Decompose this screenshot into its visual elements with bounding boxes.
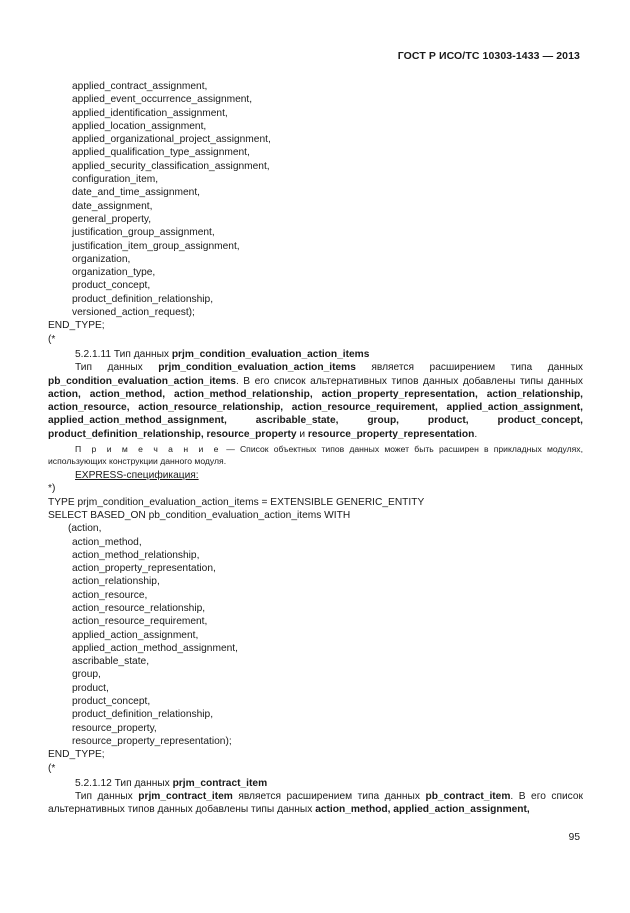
list-item: product_definition_relationship, [72, 293, 214, 305]
list-item: applied_event_occurrence_assignment, [72, 94, 253, 106]
list-item: product_concept, [72, 280, 151, 292]
list-item: date_assignment, [72, 200, 153, 212]
section-title-5-2-1-12 [48, 777, 583, 790]
comment-open: (* [48, 333, 56, 345]
code-item: action_method_relationship, [72, 549, 200, 561]
code-item: action_resource, [72, 589, 148, 601]
list-item: justification_item_group_assignment, [72, 240, 240, 252]
section-title-type-name: prjm_contract_item [172, 777, 268, 789]
list-item: applied_organizational_project_assignment, [72, 134, 271, 146]
code-item: applied_action_assignment, [72, 629, 199, 641]
page-number: 95 [568, 832, 580, 843]
section-title-5-2-1-11 [48, 348, 583, 361]
code-item: applied_action_method_assignment, [72, 642, 238, 654]
note [48, 444, 583, 467]
list-item: applied_qualification_type_assignment, [72, 147, 250, 159]
list-item: applied_contract_assignment, [72, 81, 208, 92]
list-item: general_property, [72, 213, 152, 225]
list-item: applied_location_assignment, [72, 120, 207, 132]
list-item: versioned_action_request); [72, 307, 195, 319]
code-item: ascribable_state, [72, 656, 150, 668]
code-list-open: (action, [68, 523, 102, 535]
document-header: ГОСТ Р ИСО/ТС 10303-1433 — 2013 [397, 50, 580, 62]
section-title-prefix: 5.2.1.11 Тип данных [75, 348, 172, 360]
code-item: product_concept, [72, 696, 151, 708]
code-select-declaration: SELECT BASED_ON pb_condition_evaluation_action_items WITH [48, 509, 351, 521]
list-item: applied_security_classification_assignment, [72, 160, 270, 172]
page-body [48, 80, 583, 817]
end-type: END_TYPE; [48, 749, 105, 761]
section-title-prefix: 5.2.1.12 Тип данных [75, 777, 173, 789]
code-item-list [48, 536, 583, 749]
end-type: END_TYPE; [48, 320, 105, 332]
code-item: product, [72, 682, 109, 694]
section-title-type-name: prjm_condition_evaluation_action_items [171, 348, 370, 360]
section-paragraph-5-2-1-12: Тип данных prjm_contract_item является расширением типа данных pb_contract_item. В его список альтернативных типов данных добавлены типы данных action_method, applied_action_assignment, [48, 791, 583, 816]
list-item: configuration_item, [72, 174, 159, 186]
list-item: organization, [72, 253, 131, 265]
list-item: date_and_time_assignment, [72, 187, 200, 199]
code-item: resource_property, [72, 722, 157, 734]
note-text: — Список объектных типов данных может быть расширен в прикладных модулях, использующих конструкции данного модуля. [48, 444, 583, 466]
code-item: action_resource_relationship, [72, 602, 206, 614]
comment-close: *) [48, 483, 56, 495]
note-label: П р и м е ч а н и е [75, 444, 222, 455]
section-paragraph-5-2-1-11: Тип данных prjm_condition_evaluation_action_items является расширением типа данных pb_condition_evaluation_action_items. В его список альтернативных типов данных добавлены типы данных action, action_method, action_method_relationship, action_property_representation, action_relationship, action_resource, action_resource_relationship, action_resource_requirement, applied_action_assignment, applied_action_method_assignment, ascribable_state, group, product, product_concept, product_definition_relationship, resource_property и resource_property_representation. [48, 362, 584, 440]
list-item: organization_type, [72, 267, 156, 279]
type-list-continued [48, 80, 583, 319]
code-type-declaration: TYPE prjm_condition_evaluation_action_items = EXTENSIBLE GENERIC_ENTITY [48, 496, 425, 508]
code-item: action_method, [72, 536, 142, 548]
code-item: action_resource_requirement, [72, 616, 208, 628]
code-item: product_definition_relationship, [72, 709, 214, 721]
express-specification-label: EXPRESS-спецификация: [75, 470, 199, 482]
code-item: action_relationship, [72, 576, 160, 588]
list-item: justification_group_assignment, [72, 227, 215, 239]
code-item: group, [72, 669, 101, 681]
list-item: applied_identification_assignment, [72, 107, 228, 119]
comment-open: (* [48, 762, 56, 774]
code-item: resource_property_representation); [72, 735, 232, 747]
code-item: action_property_representation, [72, 563, 216, 575]
